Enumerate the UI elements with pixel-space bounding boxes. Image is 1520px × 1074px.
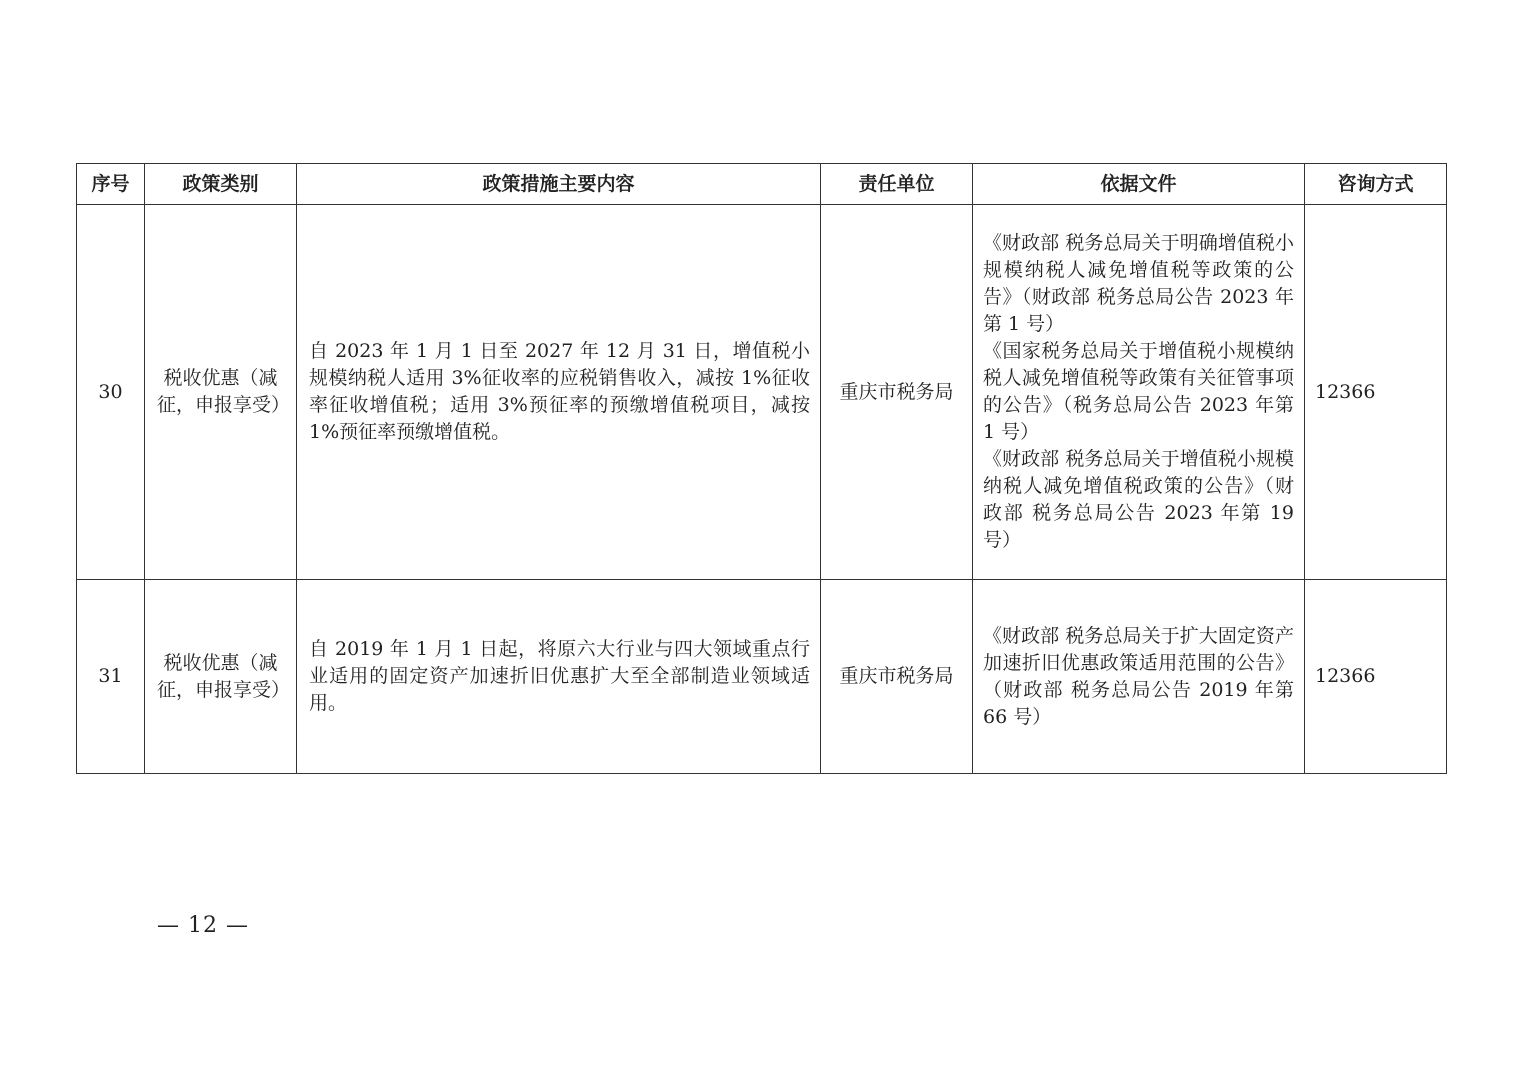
row-unit: 重庆市税务局: [821, 205, 973, 580]
table-header-row: [77, 164, 1447, 205]
row-category: [145, 580, 297, 774]
header-category: 政策类别: [145, 164, 297, 205]
header-seq: 序号: [77, 164, 145, 205]
policy-table: [76, 163, 1447, 774]
row-seq: 31: [77, 580, 145, 774]
row-content: 自 2023 年 1 月 1 日至 2027 年 12 月 31 日，增值税小规模纳税人适用 3%征收率的应税销售收入，减按 1%征收率征收增值税；适用 3%预征率的预缴增值税项目，减按 1%预征率预缴增值税。: [297, 205, 821, 580]
row-contact: 12366: [1305, 580, 1447, 774]
basis-document: 《国家税务总局关于增值税小规模纳税人减免增值税等政策有关征管事项的公告》（税务总局公告 2023 年第 1 号）: [983, 340, 1294, 443]
basis-document: 《财政部 税务总局关于扩大固定资产加速折旧优惠政策适用范围的公告》（财政部 税务总局公告 2019 年第 66 号）: [983, 624, 1294, 728]
header-unit: 责任单位: [821, 164, 973, 205]
row-basis: [973, 580, 1305, 774]
page-number: — 12 —: [157, 913, 249, 938]
row-seq: 30: [77, 205, 145, 580]
header-basis: 依据文件: [973, 164, 1305, 205]
row-category: [145, 205, 297, 580]
basis-document: 《财政部 税务总局关于明确增值税小规模纳税人减免增值税等政策的公告》（财政部 税务总局公告 2023 年第 1 号）: [983, 232, 1294, 335]
row-unit: 重庆市税务局: [821, 580, 973, 774]
header-content: 政策措施主要内容: [297, 164, 821, 205]
category-text: 税收优惠（减征，申报享受）: [157, 651, 291, 701]
row-content: 自 2019 年 1 月 1 日起，将原六大行业与四大领域重点行业适用的固定资产加速折旧优惠扩大至全部制造业领域适用。: [297, 580, 821, 774]
row-basis: [973, 205, 1305, 580]
table-row: [77, 205, 1447, 580]
row-contact: 12366: [1305, 205, 1447, 580]
basis-document: 《财政部 税务总局关于增值税小规模纳税人减免增值税政策的公告》（财政部 税务总局公告 2023 年第 19 号）: [983, 448, 1294, 551]
header-contact: 咨询方式: [1305, 164, 1447, 205]
category-text: 税收优惠（减征，申报享受）: [157, 367, 291, 416]
table-row: [77, 580, 1447, 774]
